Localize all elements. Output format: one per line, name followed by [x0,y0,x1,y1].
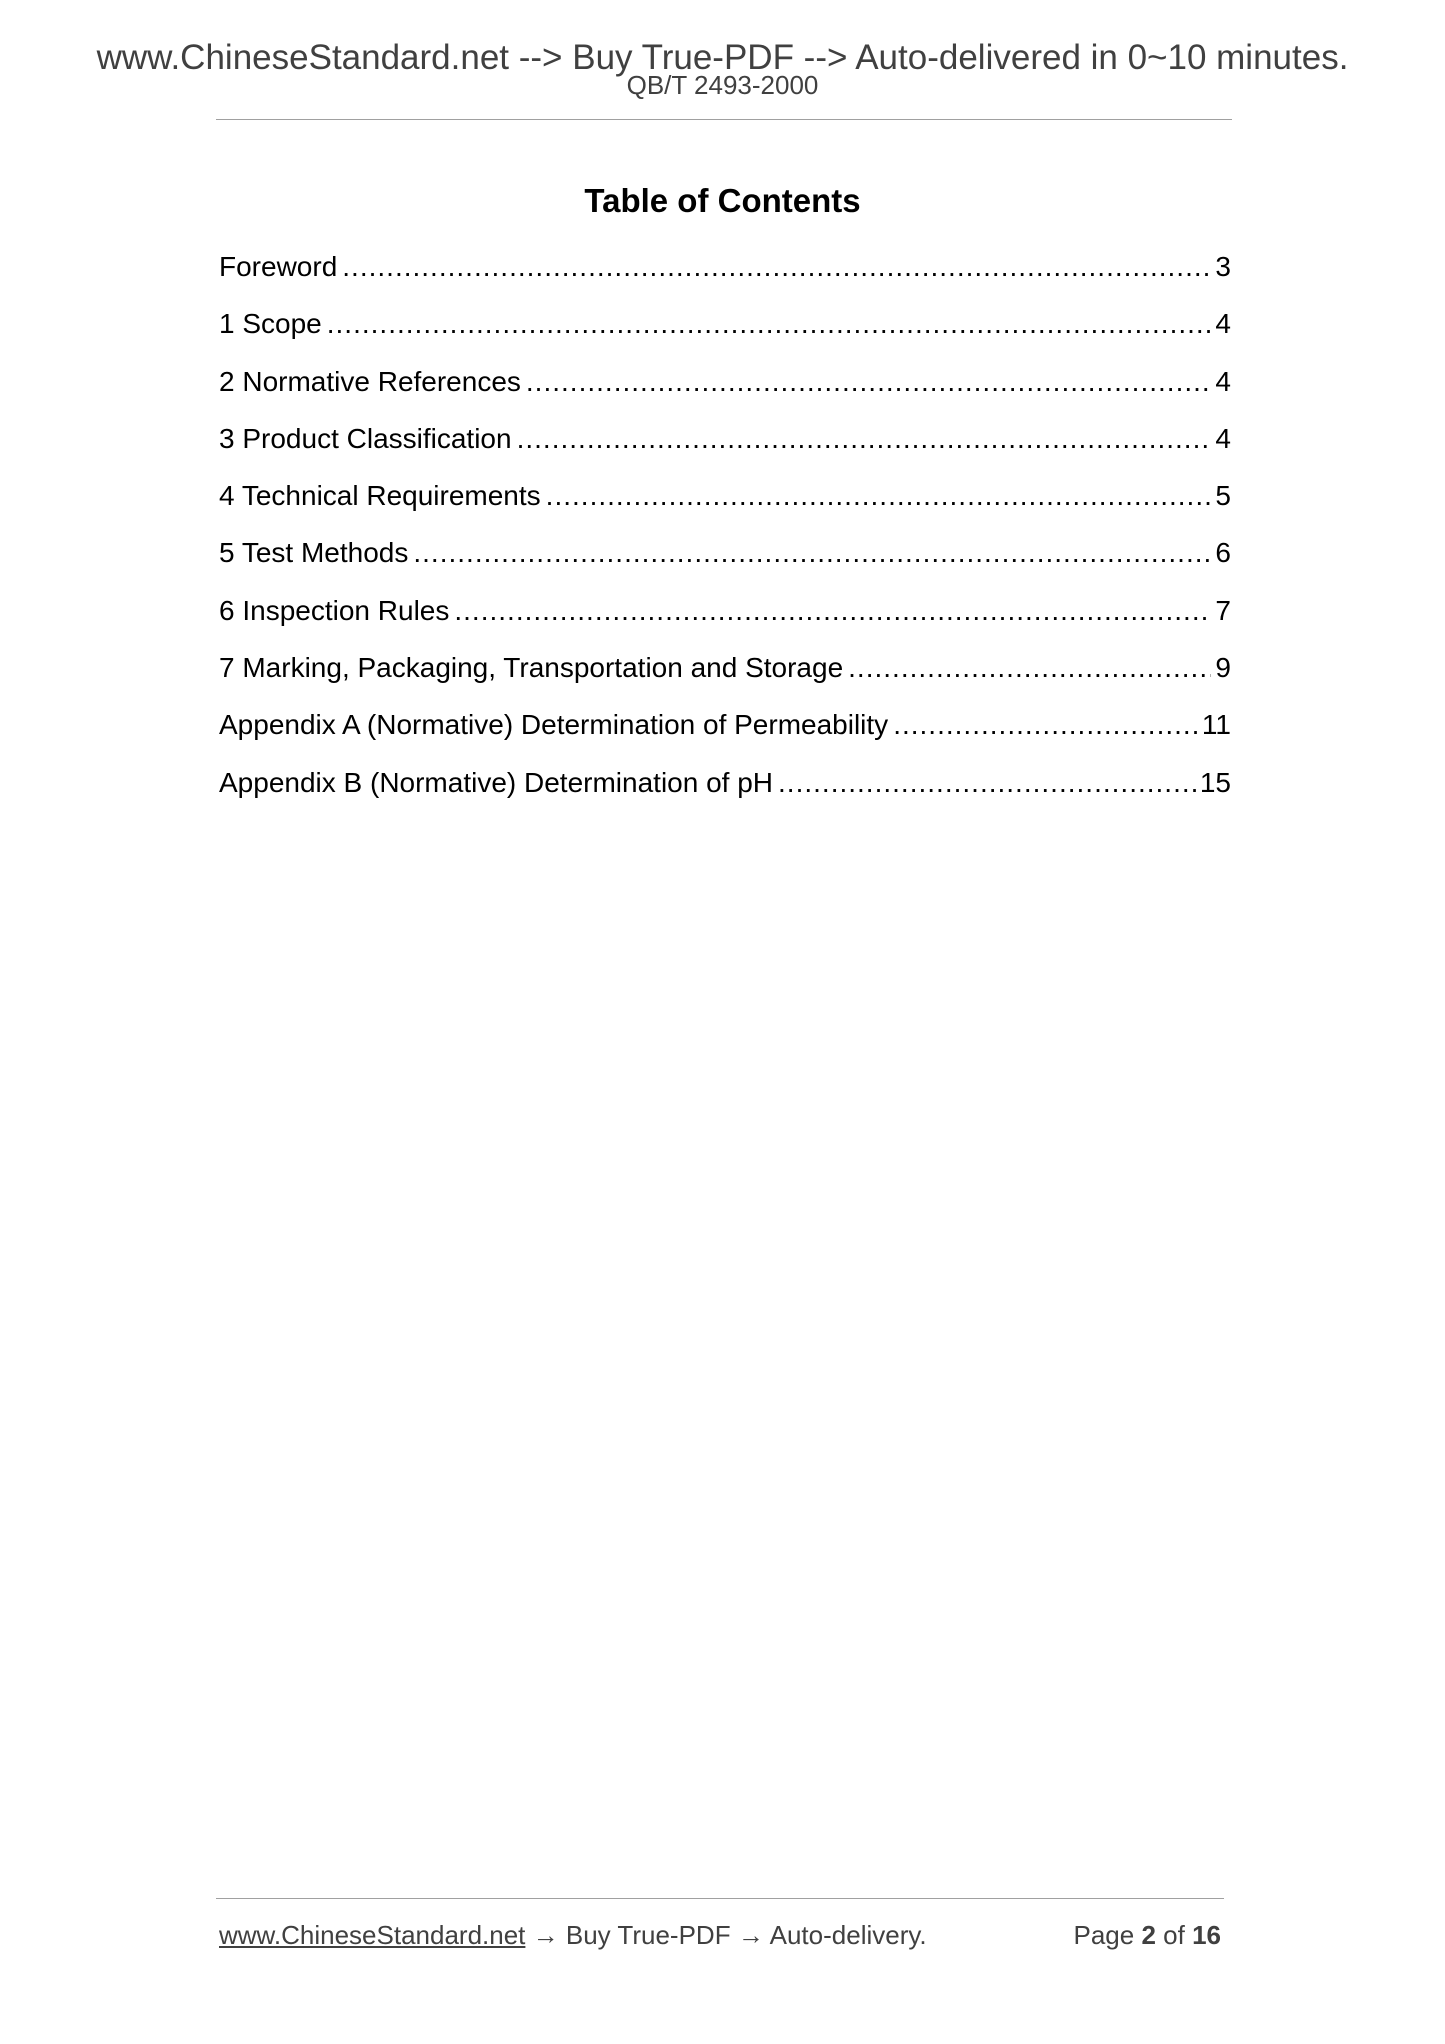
of-word: of [1163,1920,1185,1950]
toc-entry-foreword[interactable] [219,247,1231,304]
toc-dot-leader [454,591,1211,631]
footer [219,1915,1227,1955]
toc-entry-scope[interactable] [219,304,1231,361]
toc-entry-label: Appendix B (Normative) Determination of pH [219,766,774,798]
toc-dot-leader [413,533,1211,573]
toc-entry-label: 7 Marking, Packaging, Transportation and Storage [219,652,844,684]
toc-entry-marking-packaging[interactable] [219,648,1231,705]
toc-dot-leader [848,648,1211,688]
top-banner: www.ChineseStandard.net --> Buy True-PDF --> Auto-delivered in 0~10 minutes. [96,38,1349,77]
footer-site-link[interactable]: www.ChineseStandard.net [219,1920,526,1950]
toc-entry-page: 4 [1215,422,1231,454]
page-indicator [1073,1915,1221,1955]
toc-list [219,247,1231,820]
toc-entry-normative-references[interactable] [219,362,1231,419]
toc-entry-label: 3 Product Classification [219,422,512,454]
footer-delivery-text: Auto-delivery. [769,1920,927,1950]
toc-dot-leader [546,476,1212,516]
document-code: QB/T 2493-2000 [626,70,819,100]
toc-entry-product-classification[interactable] [219,419,1231,476]
toc-entry-label: 6 Inspection Rules [219,594,450,626]
toc-entry-page: 6 [1215,537,1231,569]
toc-entry-label: 1 Scope [219,308,322,340]
footer-left [219,1915,927,1955]
toc-dot-leader [342,247,1211,287]
header-divider [216,119,1232,120]
right-arrow-icon: → [532,1920,559,1950]
toc-entry-page: 3 [1215,251,1231,282]
toc-dot-leader [517,419,1212,459]
page-word: Page [1073,1920,1135,1950]
toc-dot-leader [893,705,1198,745]
toc-entry-page: 4 [1215,365,1231,397]
toc-entry-page: 15 [1199,766,1231,798]
toc-entry-test-methods[interactable] [219,533,1231,590]
toc-entry-label: 2 Normative References [219,365,521,397]
footer-buy-text: Buy True-PDF [565,1920,731,1950]
toc-entry-page: 11 [1201,709,1231,741]
toc-entry-label: Foreword [219,251,338,282]
toc-entry-page: 7 [1215,594,1231,626]
toc-entry-page: 4 [1215,308,1231,340]
total-page-number: 16 [1192,1920,1221,1950]
toc-entry-appendix-a[interactable] [219,705,1231,762]
toc-entry-label: 4 Technical Requirements [219,480,541,512]
footer-divider [216,1898,1224,1899]
toc-title: Table of Contents [584,182,861,219]
toc-entry-label: 5 Test Methods [219,537,409,569]
toc-entry-label: Appendix A (Normative) Determination of Permeability [219,709,889,741]
current-page-number: 2 [1141,1920,1156,1950]
right-arrow-icon: → [737,1920,764,1950]
toc-entry-page: 5 [1215,480,1231,512]
toc-entry-technical-requirements[interactable] [219,476,1231,533]
toc-dot-leader [778,763,1196,803]
toc-entry-appendix-b[interactable] [219,763,1231,820]
toc-entry-inspection-rules[interactable] [219,591,1231,648]
toc-entry-page: 9 [1215,652,1231,684]
toc-dot-leader [526,362,1212,402]
toc-dot-leader [327,304,1212,344]
